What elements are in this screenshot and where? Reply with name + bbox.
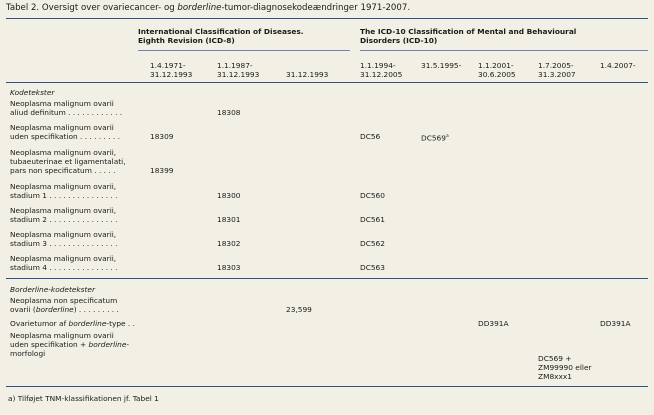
code-cell: DC561 <box>360 215 385 224</box>
row-label: Neoplasma malignum ovarii uden specifikation + borderline- morfologi <box>10 331 130 358</box>
section-rule <box>6 278 648 279</box>
col-header-5: 31.5.1995- <box>421 61 462 70</box>
col-header-1: 1.4.1971- 31.12.1993 <box>150 61 193 79</box>
col-header-7: 1.7.2005- 31.3.2007 <box>538 61 576 79</box>
code-cell: DC569$^a$ <box>421 133 449 143</box>
col-header-4: 1.1.1994- 31.12.2005 <box>360 61 403 79</box>
header-rule <box>6 82 648 83</box>
code-cell: DC56 <box>360 132 381 141</box>
code-cell: 18301 <box>217 215 241 224</box>
code-cell: DC563 <box>360 263 385 272</box>
bottom-rule <box>6 386 648 387</box>
code-cell: DC562 <box>360 239 385 248</box>
code-cell: DC569 + ZM99990 eller ZM8xxx1 <box>538 354 592 381</box>
code-cell: 18302 <box>217 239 241 248</box>
icd8-rule <box>138 50 350 51</box>
footnote-marker: a <box>445 134 449 139</box>
row-label: Neoplasma malignum ovarii, stadium 1 . . . . . . . . . . . . . . . <box>10 182 118 200</box>
col-header-2: 1.1.1987- 31.12.1993 <box>217 61 260 79</box>
row-label: Neoplasma non specificatum ovarii (borderline) . . . . . . . . . <box>10 296 119 314</box>
code-cell: DC560 <box>360 191 385 200</box>
code-cell: 18308 <box>217 108 241 117</box>
footnote: a) Tilføjet TNM-klassifikationen jf. Tabel 1 <box>8 394 159 403</box>
section-borderline: Borderline-kodetekster <box>10 285 96 294</box>
row-label: Neoplasma malignum ovarii uden specifikation . . . . . . . . . <box>10 123 120 141</box>
code-cell: 23,599 <box>286 305 312 314</box>
code-cell: 18399 <box>150 166 174 175</box>
code-cell: 18309 <box>150 132 174 141</box>
row-label: Neoplasma malignum ovarii, stadium 4 . . . . . . . . . . . . . . . <box>10 254 118 272</box>
code-cell: DD391A <box>478 319 509 328</box>
code-cell: DD391A <box>600 319 631 328</box>
col-header-3: 31.12.1993 <box>286 70 329 79</box>
table-title: Tabel 2. Oversigt over ovariecancer- og borderline-tumor-diagnosekodeændringer 1971-2007. <box>6 3 411 13</box>
row-label: Neoplasma malignum ovarii, stadium 2 . . . . . . . . . . . . . . . <box>10 206 118 224</box>
section-kodetekster: Kodetekster <box>10 88 55 97</box>
col-header-6: 1.1.2001- 30.6.2005 <box>478 61 516 79</box>
row-label: Neoplasma malignum ovarii, stadium 3 . . . . . . . . . . . . . . . <box>10 230 118 248</box>
row-label: Neoplasma malignum ovarii aliud definitum . . . . . . . . . . . . <box>10 99 123 117</box>
row-label: Ovarietumor af borderline-type . . <box>10 319 135 328</box>
row-label: Neoplasma malignum ovarii, tubaeuterinae et ligamentalati, pars non specificatum . . . . . <box>10 148 126 175</box>
icd8-header: International Classification of Diseases. Eighth Revision (ICD-8) <box>138 27 304 45</box>
top-rule <box>6 18 648 19</box>
col-header-8: 1.4.2007- <box>600 61 636 70</box>
icd10-header: The ICD-10 Classification of Mental and Behavioural Disorders (ICD-10) <box>360 27 577 45</box>
icd10-rule <box>360 50 648 51</box>
code-cell: 18303 <box>217 263 241 272</box>
code-cell: 18300 <box>217 191 241 200</box>
